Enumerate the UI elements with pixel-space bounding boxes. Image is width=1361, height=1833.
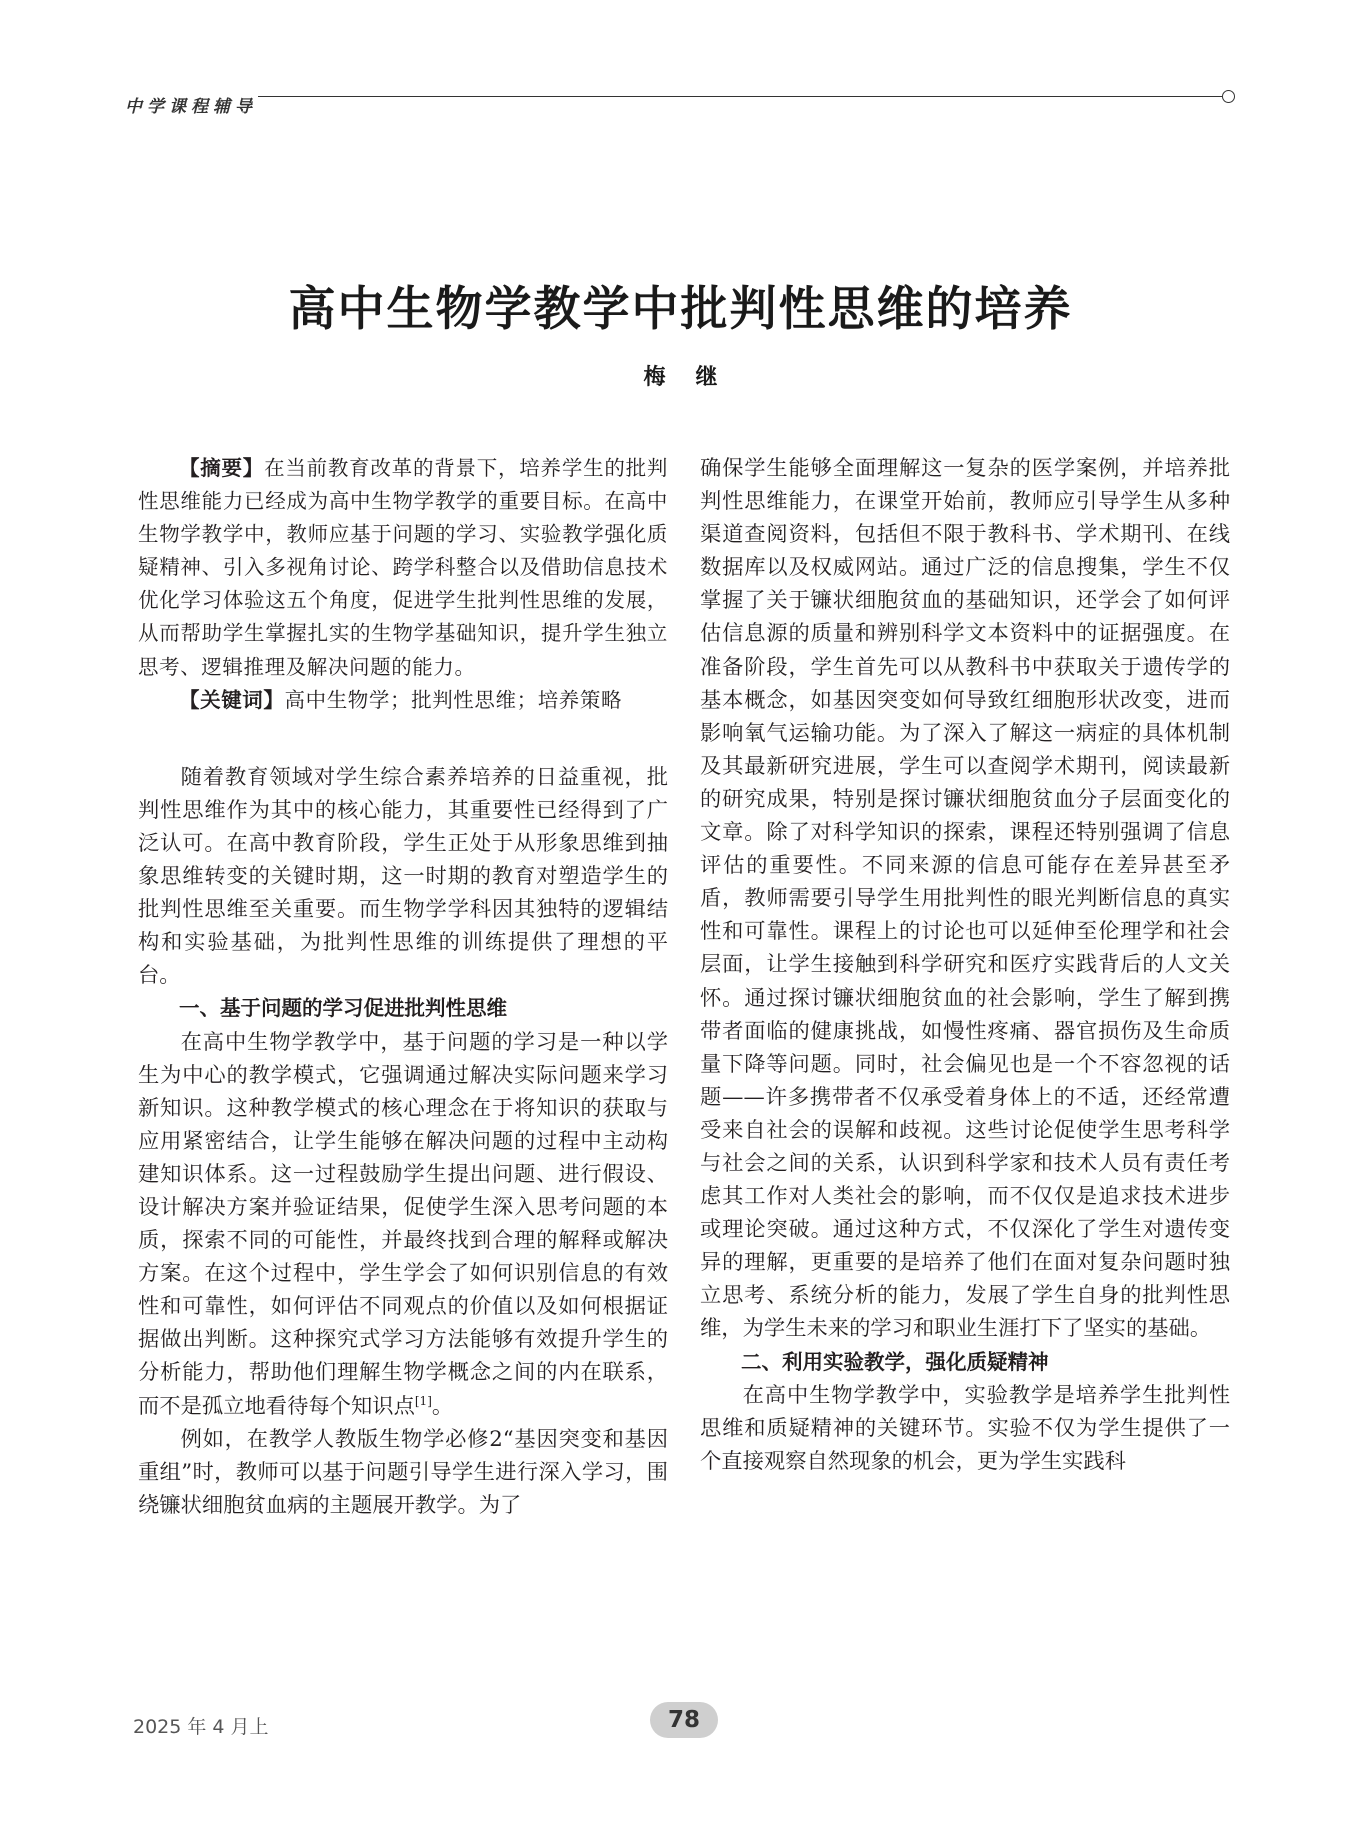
keywords-label: 【关键词】 <box>179 687 285 712</box>
page-number: 78 <box>650 1702 718 1738</box>
issue-date: 2025 年 4 月上 <box>133 1716 269 1738</box>
section-heading-2: 二、利用实验教学，强化质疑精神 <box>741 1349 1049 1374</box>
article-author: 梅继 <box>643 364 748 390</box>
right-column <box>700 452 1230 1478</box>
keywords-text: 高中生物学；批判性思维；培养策略 <box>284 687 623 712</box>
section-heading-1: 一、基于问题的学习促进批判性思维 <box>179 996 507 1021</box>
header-rule <box>258 96 1222 97</box>
header-rule-circle <box>1222 90 1235 103</box>
left-column <box>138 452 668 1522</box>
keywords <box>138 684 668 717</box>
abstract-text: 在当前教育改革的背景下，培养学生的批判性思维能力已经成为高中生物学教学的重要目标。在高中生物学教学中，教师应基于问题的学习、实验教学强化质疑精神、引入多视角讨论、跨学科整合以及借助信息技术优化学习体验这五个角度，促进学生批判性思维的发展，从而帮助学生掌握扎实的生物学基础知识，提升学生独立思考、逻辑推理及解决问题的能力。 <box>138 456 668 679</box>
article-title: 高中生物学教学中批判性思维的培养 <box>288 282 1073 337</box>
section1-paragraph-2: 例如，在教学人教版生物学必修2“基因突变和基因重组”时，教师可以基于问题引导学生进行深入学习，围绕镰状细胞贫血病的主题展开教学。为了 <box>138 1426 668 1518</box>
section1-paragraph-1-end: 。 <box>431 1393 454 1419</box>
section2-paragraph-1: 在高中生物学教学中，实验教学是培养学生批判性思维和质疑精神的关键环节。实验不仅为学生提供了一个直接观察自然现象的机会，更为学生实践科 <box>700 1382 1230 1474</box>
section1-paragraph-1-text: 在高中生物学教学中，基于问题的学习是一种以学生为中心的教学模式，它强调通过解决实际问题来学习新知识。这种教学模式的核心理念在于将知识的获取与应用紧密结合，让学生能够在解决问题的过程中主动构建知识体系。这一过程鼓励学生提出问题、进行假设、设计解决方案并验证结果，促使学生深入思考问题的本质，探索不同的可能性，并最终找到合理的解释或解决方案。在这个过程中，学生学会了如何识别信息的有效性和可靠性，如何评估不同观点的价值以及如何根据证据做出判断。这种探究式学习方法能够有效提升学生的分析能力，帮助他们理解生物学概念之间的内在联系，而不是孤立地看待每个知识点 <box>138 1029 668 1419</box>
abstract-label: 【摘要】 <box>179 456 265 480</box>
right-paragraph-1: 确保学生能够全面理解这一复杂的医学案例，并培养批判性思维能力，在课堂开始前，教师应引导学生从多种渠道查阅资料，包括但不限于教科书、学术期刊、在线数据库以及权威网站。通过广泛的信息搜集，学生不仅掌握了关于镰状细胞贫血的基础知识，还学会了如何评估信息源的质量和辨别科学文本资料中的证据强度。在准备阶段，学生首先可以从教科书中获取关于遗传学的基本概念，如基因突变如何导致红细胞形状改变，进而影响氧气运输功能。为了深入了解这一病症的具体机制及其最新研究进展，学生可以查阅学术期刊，阅读最新的研究成果，特别是探讨镰状细胞贫血分子层面变化的文章。除了对科学知识的探索，课程还特别强调了信息评估的重要性。不同来源的信息可能存在差异甚至矛盾，教师需要引导学生用批判性的眼光判断信息的真实性和可靠性。课程上的讨论也可以延伸至伦理学和社会层面，让学生接触到科学研究和医疗实践背后的人文关怀。通过探讨镰状细胞贫血的社会影响，学生了解到携带者面临的健康挑战，如慢性疼痛、器官损伤及生命质量下降等问题。同时，社会偏见也是一个不容忽视的话题——许多携带者不仅承受着身体上的不适，还经常遭受来自社会的误解和歧视。这些讨论促使学生思考科学与社会之间的关系，认识到科学家和技术人员有责任考虑其工作对人类社会的影响，而不仅仅是追求技术进步或理论突破。通过这种方式，不仅深化了学生对遗传变异的理解，更重要的是培养了他们在面对复杂问题时独立思考、系统分析的能力，发展了学生自身的批判性思维，为学生未来的学习和职业生涯打下了坚实的基础。 <box>700 456 1230 1342</box>
spacer <box>138 717 668 761</box>
abstract <box>138 452 668 684</box>
intro-paragraph: 随着教育领域对学生综合素养培养的日益重视，批判性思维作为其中的核心能力，其重要性已经得到了广泛认可。在高中教育阶段，学生正处于从形象思维到抽象思维转变的关键时期，这一时期的教育对塑造学生的批判性思维至关重要。而生物学学科因其独特的逻辑结构和实验基础，为批判性思维的训练提供了理想的平台。 <box>138 764 668 989</box>
citation-ref: [1] <box>414 1393 432 1408</box>
journal-running-head: 中学课程辅导 <box>125 97 257 117</box>
section1-paragraph-1 <box>138 1026 668 1423</box>
